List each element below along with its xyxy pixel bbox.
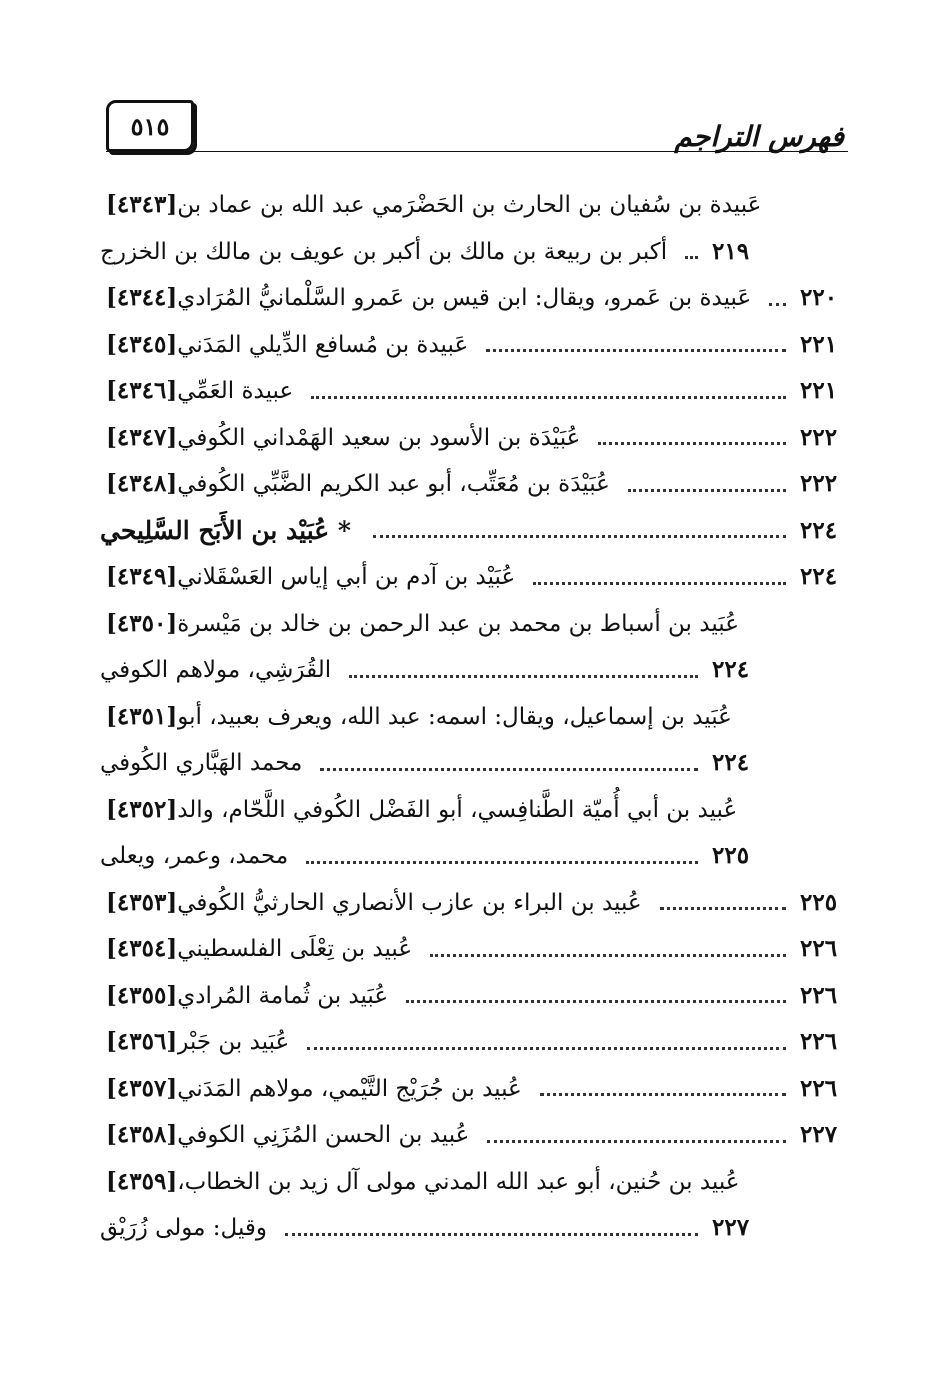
leader-dots <box>306 861 698 864</box>
entry-page: ٢٢٤ <box>800 563 838 590</box>
entry-page: ٢٢٢ <box>800 423 838 451</box>
entry-text: أكبر بن ربيعة بن مالك بن أكبر بن عويف بن مالك بن الخزرج <box>100 238 668 265</box>
entry-number: [٤٣٥٦] <box>106 1028 178 1055</box>
entry-text: عُبيد بن البراء بن عازب الأنصاري الحارثيُّ الكُوفي <box>177 889 642 916</box>
index-entry <box>100 368 852 415</box>
index-entry <box>100 554 852 601</box>
index-entry <box>100 1066 852 1113</box>
index-entry <box>100 461 852 508</box>
leader-dots <box>373 535 786 538</box>
entry-number: [٤٣٤٧] <box>106 423 178 451</box>
entry-text: عُبيد بن جُرَيْج التَّيْمي، مولاهم المَدَني <box>177 1075 522 1102</box>
leader-dots <box>540 1093 786 1096</box>
leader-dots <box>685 256 698 259</box>
index-entry <box>100 1019 852 1066</box>
index-entry <box>100 787 852 834</box>
leader-dots <box>311 396 786 399</box>
leader-dots <box>769 303 786 306</box>
entry-text: عُبَيْدَة بن الأسود بن سعيد الهَمْداني الكُوفي <box>177 424 581 451</box>
entry-number: [٤٣٥٥] <box>106 981 178 1009</box>
entry-page: ٢٢٤ <box>800 516 838 544</box>
entry-number: [٤٣٤٥] <box>106 330 178 358</box>
entry-text: عَبيدة بن سُفيان بن الحارث بن الحَضْرَمي عبد الله بن عماد بن <box>177 192 762 218</box>
leader-dots <box>430 954 786 957</box>
entry-number: [٤٣٥٣] <box>106 888 178 916</box>
leader-dots <box>628 489 786 492</box>
entry-number: [٤٣٤٨] <box>106 470 178 497</box>
index-entry <box>100 275 852 322</box>
leader-dots <box>320 768 698 771</box>
entry-page: ٢٢٦ <box>800 981 838 1009</box>
leader-dots <box>349 675 698 678</box>
index-entry <box>100 973 852 1020</box>
entry-page: ٢٢٠ <box>800 284 838 311</box>
entry-number: [٤٣٥٩] <box>106 1167 178 1195</box>
entry-text: عُبَيد بن إسماعيل، ويقال: اسمه: عبد الله، ويعرف بعبيد، أبو <box>177 703 732 730</box>
leader-dots <box>660 907 786 910</box>
entry-page: ٢٢٤ <box>712 656 750 683</box>
leader-dots <box>533 582 786 585</box>
index-entry <box>100 182 852 229</box>
page-number: ٥١٥ <box>130 111 170 141</box>
entry-number: [٤٣٤٦] <box>106 377 178 404</box>
entry-page: ٢٢١ <box>800 330 838 358</box>
index-entry <box>100 880 852 927</box>
index-entry-continuation <box>100 229 852 276</box>
header-rule <box>106 151 848 152</box>
section-heading <box>100 508 852 555</box>
entry-number: [٤٣٥٢] <box>106 795 178 823</box>
entry-text: عُبَيد بن ثُمامة المُرادي <box>177 982 389 1009</box>
entry-number: [٤٣٥٧] <box>106 1074 178 1102</box>
leader-dots <box>487 1140 786 1143</box>
index-entry <box>100 694 852 741</box>
leader-dots <box>285 1233 698 1236</box>
entry-number: [٤٣٤٩] <box>106 563 178 590</box>
entry-number: [٤٣٥٤] <box>106 935 178 962</box>
index-entry <box>100 1112 852 1159</box>
entry-text: عُبَيد بن جَبْر <box>177 1029 290 1055</box>
section-heading-text: * عُبَيْد بن الأَبَح السَّلِيحي <box>100 515 351 545</box>
entry-text: محمد، وعمر، ويعلى <box>100 843 289 869</box>
entry-page: ٢٢٢ <box>800 470 838 497</box>
entry-text: وقيل: مولى زُرَيْق <box>100 1215 268 1241</box>
entry-page: ٢٢٦ <box>800 1028 838 1055</box>
index-entry <box>100 601 852 648</box>
index-entry-continuation <box>100 1205 852 1252</box>
entry-page: ٢٢٧ <box>712 1214 750 1241</box>
index-entry <box>100 1159 852 1206</box>
entry-text: عُبَيد بن أسباط بن محمد بن عبد الرحمن بن خالد بن مَيْسرة <box>177 610 739 637</box>
entry-text: عُبيد بن حُنين، أبو عبد الله المدني مولى آل زيد بن الخطاب، <box>177 1168 740 1195</box>
running-title: فهرس التراجم <box>674 120 844 153</box>
entry-page: ٢٢٧ <box>800 1121 838 1148</box>
entry-number: [٤٣٤٣] <box>106 191 178 218</box>
page-number-box <box>106 100 194 152</box>
entry-text: عُبيد بن أبي أُميّة الطَّنافِسي، أبو الفَضْل الكُوفي اللَّحّام، والد <box>177 796 738 823</box>
index-entries <box>100 182 852 1252</box>
entry-text: عبيدة العَمِّي <box>177 378 294 404</box>
entry-text: عُبيد بن الحسن المُزَنِي الكوفي <box>177 1122 470 1148</box>
entry-page: ٢٢١ <box>800 377 838 404</box>
index-entry-continuation <box>100 833 852 880</box>
entry-page: ٢١٩ <box>712 237 750 265</box>
index-entry <box>100 322 852 369</box>
index-entry <box>100 926 852 973</box>
index-entry-continuation <box>100 647 852 694</box>
entry-page: ٢٢٥ <box>800 888 838 916</box>
entry-page: ٢٢٥ <box>712 842 750 869</box>
entry-number: [٤٣٥٨] <box>106 1121 178 1148</box>
entry-page: ٢٢٤ <box>712 749 750 776</box>
entry-text: عَبيدة بن مُسافع الدِّيلي المَدَني <box>177 331 469 358</box>
index-entry-continuation <box>100 740 852 787</box>
entry-text: عُبَيْدَة بن مُعَتِّب، أبو عبد الكريم الضَّبِّي الكُوفي <box>177 471 610 497</box>
entry-page: ٢٢٦ <box>800 1074 838 1102</box>
entry-text: محمد الهَبَّاري الكُوفي <box>100 750 303 776</box>
entry-number: [٤٣٤٤] <box>106 284 178 311</box>
leader-dots <box>406 1000 786 1003</box>
entry-number: [٤٣٥١] <box>106 702 178 730</box>
entry-page: ٢٢٦ <box>800 935 838 962</box>
leader-dots <box>598 442 786 445</box>
entry-text: القُرَشِي، مولاهم الكوفي <box>100 657 332 683</box>
entry-text: عَبيدة بن عَمرو، ويقال: ابن قيس بن عَمرو السَّلْمانيُّ المُرَادي <box>177 285 752 311</box>
leader-dots <box>307 1047 786 1050</box>
entry-text: عُبيد بن تِعْلَى الفلسطيني <box>177 936 413 962</box>
index-entry <box>100 415 852 462</box>
entry-number: [٤٣٥٠] <box>106 609 178 637</box>
entry-text: عُبَيْد بن آدم بن أبي إياس العَسْقَلاني <box>177 564 516 590</box>
leader-dots <box>486 349 786 352</box>
